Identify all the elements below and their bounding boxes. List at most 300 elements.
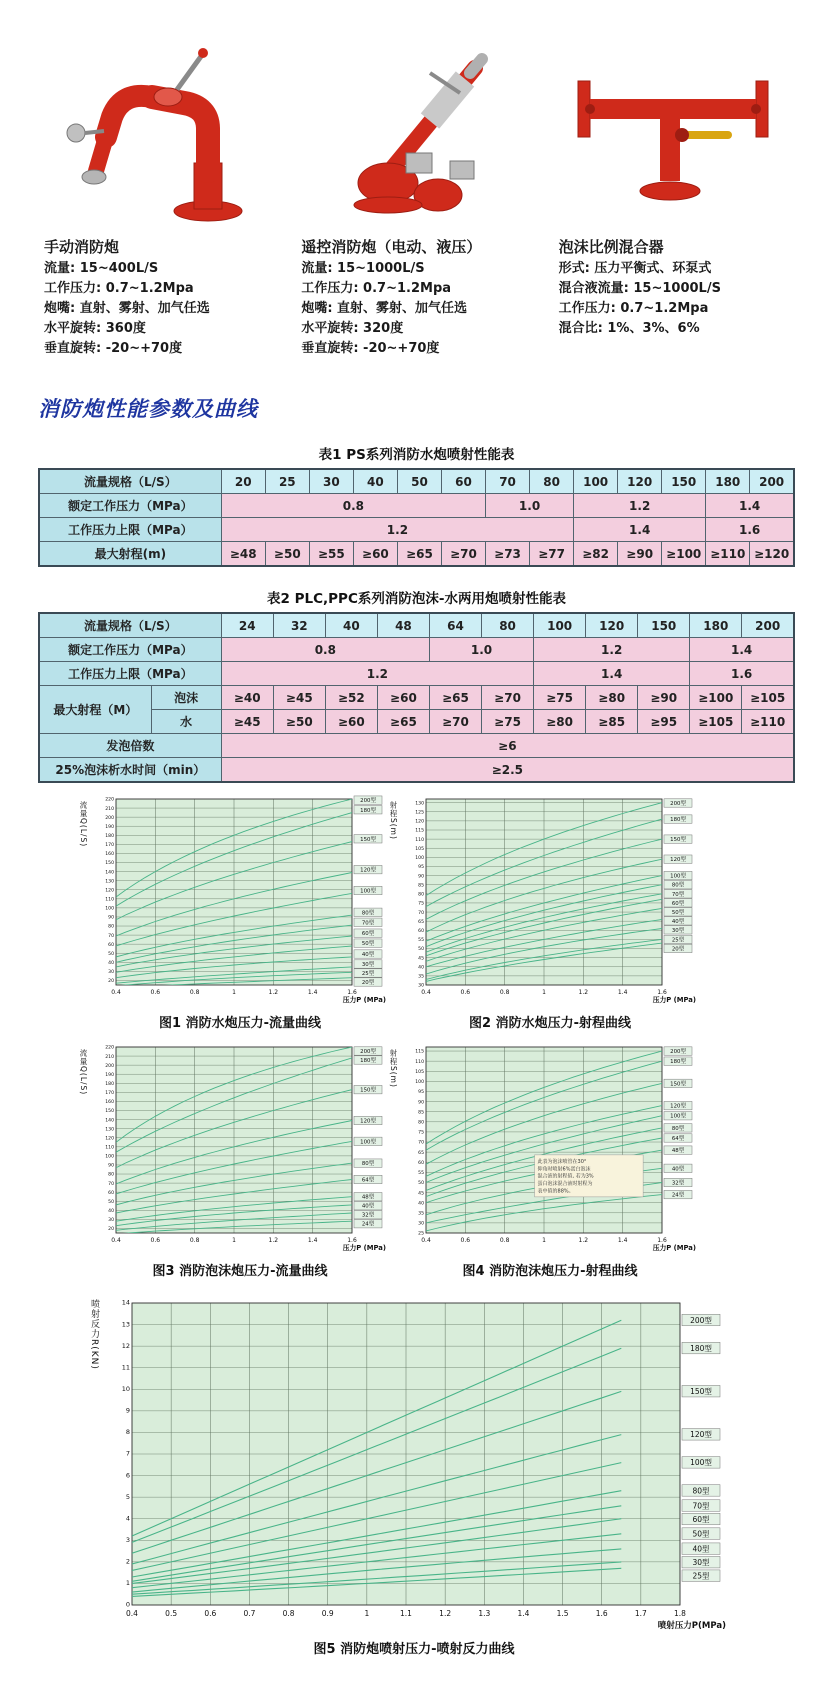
product-spec-line: 炮嘴: 直射、雾射、加气任选	[44, 301, 210, 316]
table-cell: 40	[353, 469, 397, 494]
series-label: 80型	[692, 1486, 710, 1496]
table-foam-water-monitor-performance	[38, 612, 795, 783]
table-cell: 1.4	[574, 518, 706, 542]
table-cell: 水	[151, 710, 221, 734]
series-label: 200型	[360, 798, 376, 805]
table-cell: ≥75	[534, 686, 586, 710]
y-tick-label: 55	[418, 1171, 424, 1177]
table-cell: 64	[429, 613, 481, 638]
table-cell: ≥105	[690, 710, 742, 734]
y-tick-label: 220	[105, 1045, 114, 1051]
series-label: 80型	[671, 1125, 685, 1132]
table-cell: 1.0	[429, 638, 533, 662]
proportioner-image	[555, 28, 796, 228]
y-tick-label: 35	[418, 974, 424, 980]
y-tick-label: 40	[108, 961, 114, 967]
y-tick-label: 55	[418, 938, 424, 944]
product-remote-monitor	[297, 28, 538, 359]
y-tick-label: 70	[418, 1140, 424, 1146]
series-label: 40型	[692, 1544, 710, 1554]
y-tick-label: 40	[108, 1209, 114, 1215]
x-axis-label: 压力P (MPa)	[342, 996, 386, 1004]
y-tick-label: 75	[418, 1130, 424, 1136]
x-tick-label: 1.6	[657, 1237, 667, 1244]
y-tick-label: 50	[418, 947, 424, 953]
y-tick-label: 80	[418, 892, 424, 898]
series-label: 100型	[360, 888, 376, 895]
y-tick-label: 95	[418, 865, 424, 871]
y-tick-label: 160	[105, 1100, 114, 1106]
y-tick-label: 45	[418, 956, 424, 962]
y-tick-label: 130	[105, 879, 114, 885]
table-cell: ≥110	[706, 542, 750, 567]
y-tick-label: 150	[105, 861, 114, 867]
y-tick-label: 1	[125, 1579, 130, 1588]
fig4-plot	[402, 1041, 698, 1253]
table-cell: 额定工作压力（MPa）	[39, 494, 221, 518]
series-label: 25型	[692, 1571, 710, 1581]
series-label: 30型	[692, 1558, 710, 1568]
series-label: 80型	[361, 910, 375, 917]
table-cell: 1.6	[706, 518, 794, 542]
x-tick-label: 0.4	[421, 1237, 431, 1244]
table-cell: ≥52	[325, 686, 377, 710]
table-cell: 发泡倍数	[39, 734, 221, 758]
y-tick-label: 90	[108, 915, 114, 921]
y-tick-label: 13	[121, 1320, 130, 1329]
x-tick-label: 1	[542, 989, 546, 996]
remote-monitor-image	[297, 28, 538, 228]
x-tick-label: 0.5	[165, 1609, 178, 1618]
series-label: 70型	[361, 920, 375, 927]
table-cell: ≥77	[530, 542, 574, 567]
chart-note-line: 混合液的射程值, 若为3%	[537, 1173, 594, 1180]
y-tick-label: 90	[418, 1100, 424, 1106]
product-spec-line: 垂直旋转: -20~+70度	[44, 341, 183, 356]
y-tick-label: 80	[108, 1172, 114, 1178]
y-tick-label: 40	[418, 1201, 424, 1207]
x-tick-label: 1	[364, 1609, 370, 1618]
y-tick-label: 160	[105, 852, 114, 858]
y-tick-label: 170	[105, 1091, 114, 1097]
y-tick-label: 200	[105, 815, 114, 821]
y-tick-label: 50	[108, 1199, 114, 1205]
table-cell: 0.8	[221, 494, 485, 518]
x-tick-label: 1.3	[478, 1609, 491, 1618]
y-tick-label: 190	[105, 824, 114, 830]
products-row	[0, 0, 830, 359]
table-cell: 120	[618, 469, 662, 494]
x-tick-label: 1.1	[400, 1609, 412, 1618]
table-cell: 工作压力上限（MPa）	[39, 518, 221, 542]
product-spec-line: 垂直旋转: -20~+70度	[301, 341, 440, 356]
series-label: 40型	[361, 952, 375, 959]
series-label: 60型	[671, 900, 685, 907]
y-tick-label: 110	[415, 837, 424, 843]
series-label: 60型	[361, 931, 375, 938]
chart-fig1	[79, 793, 388, 1031]
y-tick-label: 100	[105, 906, 114, 912]
fig2-plot	[402, 793, 698, 1005]
series-label: 120型	[670, 1103, 686, 1110]
y-tick-label: 4	[125, 1514, 130, 1523]
x-tick-label: 1.6	[657, 989, 667, 996]
x-tick-label: 0.4	[126, 1609, 138, 1618]
y-tick-label: 12	[121, 1341, 130, 1350]
series-label: 180型	[670, 817, 686, 824]
y-tick-label: 85	[418, 883, 424, 889]
x-tick-label: 1.2	[439, 1609, 452, 1618]
x-tick-label: 0.4	[421, 989, 431, 996]
y-tick-label: 115	[415, 828, 424, 834]
product-foam-proportioner	[555, 28, 796, 359]
y-tick-label: 90	[108, 1163, 114, 1169]
y-tick-label: 0	[125, 1600, 130, 1609]
chart-fig4	[389, 1041, 698, 1279]
table-cell: 80	[482, 613, 534, 638]
chart-note-line: 蛋白泡沫混合液时射程为	[537, 1181, 593, 1188]
x-tick-label: 1	[232, 989, 236, 996]
table-cell: 1.2	[221, 662, 533, 686]
x-tick-label: 1.6	[595, 1609, 608, 1618]
table-cell: ≥100	[662, 542, 706, 567]
fig3-plot	[92, 1041, 388, 1253]
table-cell: ≥55	[309, 542, 353, 567]
x-tick-label: 0.6	[150, 1237, 161, 1244]
table-cell: ≥70	[429, 710, 481, 734]
table-cell: 70	[486, 469, 530, 494]
table-cell: 工作压力上限（MPa）	[39, 662, 221, 686]
table-cell: ≥100	[690, 686, 742, 710]
product-manual-monitor	[40, 28, 281, 359]
table-cell: 最大射程(m)	[39, 542, 221, 567]
y-tick-label: 85	[418, 1110, 424, 1116]
fig1-plot	[92, 793, 388, 1005]
product-spec-line: 水平旋转: 360度	[44, 321, 146, 336]
y-tick-label: 110	[105, 1145, 114, 1151]
y-tick-label: 130	[105, 1127, 114, 1133]
fig4-caption: 图4 消防泡沫炮压力-射程曲线	[462, 1264, 638, 1279]
x-tick-label: 1.4	[617, 1237, 628, 1244]
product-spec-line: 混合液流量: 15~1000L/S	[558, 281, 721, 296]
x-tick-label: 0.9	[321, 1609, 334, 1618]
x-tick-label: 1.2	[578, 1237, 589, 1244]
y-tick-label: 60	[418, 1160, 424, 1166]
table-cell: 泡沫	[151, 686, 221, 710]
series-label: 25型	[671, 937, 685, 944]
proportioner-illustration	[560, 63, 790, 228]
y-tick-label: 30	[108, 970, 114, 976]
chart5-wrapper	[89, 1295, 830, 1657]
x-tick-label: 1	[542, 1237, 546, 1244]
fig2-y-axis-label: 射程S(m)	[389, 801, 398, 840]
table-cell: 25%泡沫析水时间（min）	[39, 758, 221, 783]
product-spec-line: 流量: 15~1000L/S	[301, 261, 425, 276]
series-label: 80型	[671, 882, 685, 889]
table-cell: ≥90	[638, 686, 690, 710]
series-label: 100型	[360, 1139, 376, 1146]
x-tick-label: 0.7	[243, 1609, 256, 1618]
series-label: 120型	[360, 1118, 376, 1125]
fig3-y-axis-label: 流量Q(L/S)	[79, 1049, 88, 1096]
series-label: 30型	[671, 927, 685, 934]
table-cell: 100	[534, 613, 586, 638]
x-axis-label: 喷射压力P(MPa)	[657, 1621, 726, 1631]
series-label: 200型	[690, 1315, 712, 1325]
x-tick-label: 1.2	[578, 989, 589, 996]
table-cell: ≥60	[353, 542, 397, 567]
charts-row-1	[79, 793, 830, 1031]
table-cell: 40	[325, 613, 377, 638]
product-spec-line: 形式: 压力平衡式、环泵式	[558, 261, 712, 276]
series-label: 120型	[690, 1430, 712, 1440]
product-spec-line: 水平旋转: 320度	[301, 321, 404, 336]
chart-fig5	[89, 1295, 728, 1657]
product-spec-line: 炮嘴: 直射、雾射、加气任选	[301, 301, 468, 316]
table-cell: ≥70	[482, 686, 534, 710]
y-tick-label: 20	[108, 979, 114, 985]
series-label: 180型	[360, 807, 376, 814]
table-cell: 200	[750, 469, 794, 494]
x-tick-label: 1.4	[617, 989, 628, 996]
product-spec-line: 混合比: 1%、3%、6%	[558, 321, 700, 336]
y-tick-label: 50	[108, 951, 114, 957]
table-cell: 流量规格（L/S）	[39, 613, 221, 638]
y-tick-label: 110	[415, 1059, 424, 1065]
y-tick-label: 190	[105, 1072, 114, 1078]
table-cell: ≥82	[574, 542, 618, 567]
y-tick-label: 90	[418, 874, 424, 880]
series-label: 180型	[690, 1343, 712, 1353]
table-cell: 1.4	[690, 638, 794, 662]
series-label: 70型	[692, 1501, 710, 1511]
series-label: 24型	[671, 1192, 685, 1199]
x-tick-label: 1.4	[307, 989, 318, 996]
product-specs	[555, 259, 796, 339]
y-tick-label: 75	[418, 901, 424, 907]
table-cell: 48	[377, 613, 429, 638]
series-label: 50型	[671, 909, 685, 916]
series-label: 200型	[670, 801, 686, 807]
x-tick-label: 0.6	[460, 1237, 471, 1244]
series-label: 32型	[361, 1212, 375, 1219]
manual-monitor-illustration	[56, 33, 266, 228]
x-tick-label: 0.8	[499, 989, 510, 996]
y-tick-label: 8	[125, 1428, 130, 1437]
remote-monitor-illustration	[310, 33, 525, 228]
table-cell: 0.8	[221, 638, 429, 662]
series-label: 40型	[361, 1203, 375, 1210]
y-tick-label: 100	[105, 1154, 114, 1160]
chart-note-line: 表中值的88%。	[537, 1188, 574, 1195]
table-cell: ≥90	[618, 542, 662, 567]
table-cell: 150	[662, 469, 706, 494]
product-title: 泡沫比例混合器	[558, 238, 664, 256]
series-label: 40型	[671, 1166, 685, 1173]
product-spec-line: 工作压力: 0.7~1.2Mpa	[44, 281, 194, 296]
x-tick-label: 0.6	[150, 989, 161, 996]
table2-title: 表2 PLC,PPC系列消防泡沫-水两用炮喷射性能表	[267, 591, 566, 607]
x-tick-label: 0.4	[111, 989, 121, 996]
table-cell: 20	[221, 469, 265, 494]
y-tick-label: 60	[108, 942, 114, 948]
table-cell: ≥70	[441, 542, 485, 567]
table-cell: 100	[574, 469, 618, 494]
y-tick-label: 2	[125, 1557, 130, 1566]
series-label: 25型	[361, 971, 375, 977]
y-tick-label: 200	[105, 1063, 114, 1069]
series-label: 40型	[671, 918, 685, 925]
table-cell: ≥2.5	[221, 758, 794, 783]
series-label: 150型	[670, 1081, 686, 1088]
y-tick-label: 60	[108, 1190, 114, 1196]
y-tick-label: 10	[121, 1384, 130, 1393]
y-tick-label: 180	[105, 833, 114, 839]
series-label: 100型	[670, 1113, 686, 1120]
product-title: 遥控消防炮（电动、液压）	[301, 238, 482, 256]
y-tick-label: 7	[125, 1449, 130, 1458]
table-cell: 额定工作压力（MPa）	[39, 638, 221, 662]
table-cell: 25	[265, 469, 309, 494]
y-tick-label: 60	[418, 928, 424, 934]
series-label: 64型	[671, 1135, 685, 1142]
fig1-y-axis-label: 流量Q(L/S)	[79, 801, 88, 848]
table-cell: 150	[638, 613, 690, 638]
y-tick-label: 70	[108, 1181, 114, 1187]
table-cell: 120	[586, 613, 638, 638]
y-tick-label: 35	[418, 1211, 424, 1217]
table-cell: 30	[309, 469, 353, 494]
table-cell: ≥110	[742, 710, 794, 734]
x-tick-label: 1.6	[347, 989, 357, 996]
x-axis-label: 压力P (MPa)	[342, 1244, 386, 1252]
series-label: 100型	[690, 1458, 712, 1468]
y-tick-label: 9	[125, 1406, 130, 1415]
fig3-caption: 图3 消防泡沫炮压力-流量曲线	[152, 1264, 328, 1279]
y-tick-label: 5	[125, 1492, 130, 1501]
x-tick-label: 0.8	[282, 1609, 295, 1618]
table-cell: ≥45	[273, 686, 325, 710]
series-label: 80型	[361, 1161, 375, 1168]
y-tick-label: 210	[105, 1054, 114, 1060]
series-label: 48型	[361, 1194, 375, 1201]
y-tick-label: 30	[418, 983, 424, 989]
product-spec-line: 流量: 15~400L/S	[44, 261, 159, 276]
product-spec-line: 工作压力: 0.7~1.2Mpa	[301, 281, 452, 296]
series-label: 150型	[670, 837, 686, 844]
series-label: 180型	[670, 1059, 686, 1066]
table-cell: ≥65	[429, 686, 481, 710]
y-tick-label: 14	[121, 1298, 130, 1307]
y-tick-label: 20	[108, 1227, 114, 1233]
table-water-monitor-performance	[38, 468, 795, 567]
table-cell: 180	[690, 613, 742, 638]
product-specs	[297, 259, 538, 359]
table-cell: ≥48	[221, 542, 265, 567]
series-label: 60型	[692, 1514, 710, 1524]
table-cell: 50	[397, 469, 441, 494]
table-cell: ≥40	[221, 686, 273, 710]
y-tick-label: 150	[105, 1109, 114, 1115]
series-label: 32型	[671, 1180, 685, 1187]
y-tick-label: 115	[415, 1049, 424, 1055]
x-tick-label: 1.4	[517, 1609, 530, 1618]
series-label: 30型	[361, 962, 375, 968]
y-tick-label: 105	[415, 1069, 424, 1075]
series-label: 150型	[360, 836, 376, 843]
y-tick-label: 170	[105, 843, 114, 849]
x-tick-label: 1.6	[347, 1237, 357, 1244]
table-cell: ≥75	[482, 710, 534, 734]
y-tick-label: 100	[415, 856, 424, 862]
y-tick-label: 25	[418, 1231, 424, 1237]
x-tick-label: 1.2	[268, 1237, 279, 1244]
y-tick-label: 120	[105, 1136, 114, 1142]
table-cell: ≥95	[638, 710, 690, 734]
y-tick-label: 105	[415, 846, 424, 852]
table-cell: 200	[742, 613, 794, 638]
y-tick-label: 80	[108, 924, 114, 930]
fig5-y-axis-label: 喷射反力R(KN)	[89, 1299, 99, 1370]
manual-monitor-image	[40, 28, 281, 228]
series-label: 24型	[361, 1221, 375, 1228]
table-cell: 1.4	[534, 662, 690, 686]
product-spec-line: 工作压力: 0.7~1.2Mpa	[558, 301, 709, 316]
table-cell: ≥50	[265, 542, 309, 567]
x-tick-label: 0.8	[189, 1237, 200, 1244]
y-tick-label: 40	[418, 965, 424, 971]
section-title: 消防炮性能参数及曲线	[38, 397, 258, 421]
y-tick-label: 125	[415, 810, 424, 816]
y-tick-label: 70	[418, 910, 424, 916]
y-tick-label: 140	[105, 1118, 114, 1124]
table-cell: 180	[706, 469, 750, 494]
chart-fig3	[79, 1041, 388, 1279]
table-cell: 80	[530, 469, 574, 494]
y-tick-label: 80	[418, 1120, 424, 1126]
table-cell: 最大射程（M）	[39, 686, 151, 734]
series-label: 50型	[692, 1529, 710, 1539]
y-tick-label: 45	[418, 1191, 424, 1197]
x-tick-label: 1.8	[674, 1609, 686, 1618]
y-tick-label: 120	[415, 819, 424, 825]
y-tick-label: 100	[415, 1080, 424, 1086]
table-cell: ≥80	[534, 710, 586, 734]
x-tick-label: 1.5	[556, 1609, 569, 1618]
table-cell: ≥80	[586, 686, 638, 710]
table-cell: 1.4	[706, 494, 794, 518]
x-tick-label: 0.8	[189, 989, 200, 996]
x-tick-label: 0.8	[499, 1237, 510, 1244]
table-cell: 1.2	[221, 518, 573, 542]
y-tick-label: 11	[121, 1363, 130, 1372]
x-tick-label: 0.4	[111, 1237, 121, 1244]
y-tick-label: 65	[418, 1150, 424, 1156]
table-cell: ≥6	[221, 734, 794, 758]
x-tick-label: 0.6	[204, 1609, 217, 1618]
x-tick-label: 1	[232, 1237, 236, 1244]
y-tick-label: 120	[105, 888, 114, 894]
series-label: 200型	[360, 1049, 376, 1055]
product-title: 手动消防炮	[44, 238, 120, 256]
y-tick-label: 180	[105, 1081, 114, 1087]
y-tick-label: 50	[418, 1181, 424, 1187]
x-tick-label: 1.7	[634, 1609, 647, 1618]
table-cell: ≥120	[750, 542, 794, 567]
series-label: 120型	[670, 857, 686, 864]
y-tick-label: 6	[125, 1471, 130, 1480]
series-label: 200型	[670, 1049, 686, 1056]
